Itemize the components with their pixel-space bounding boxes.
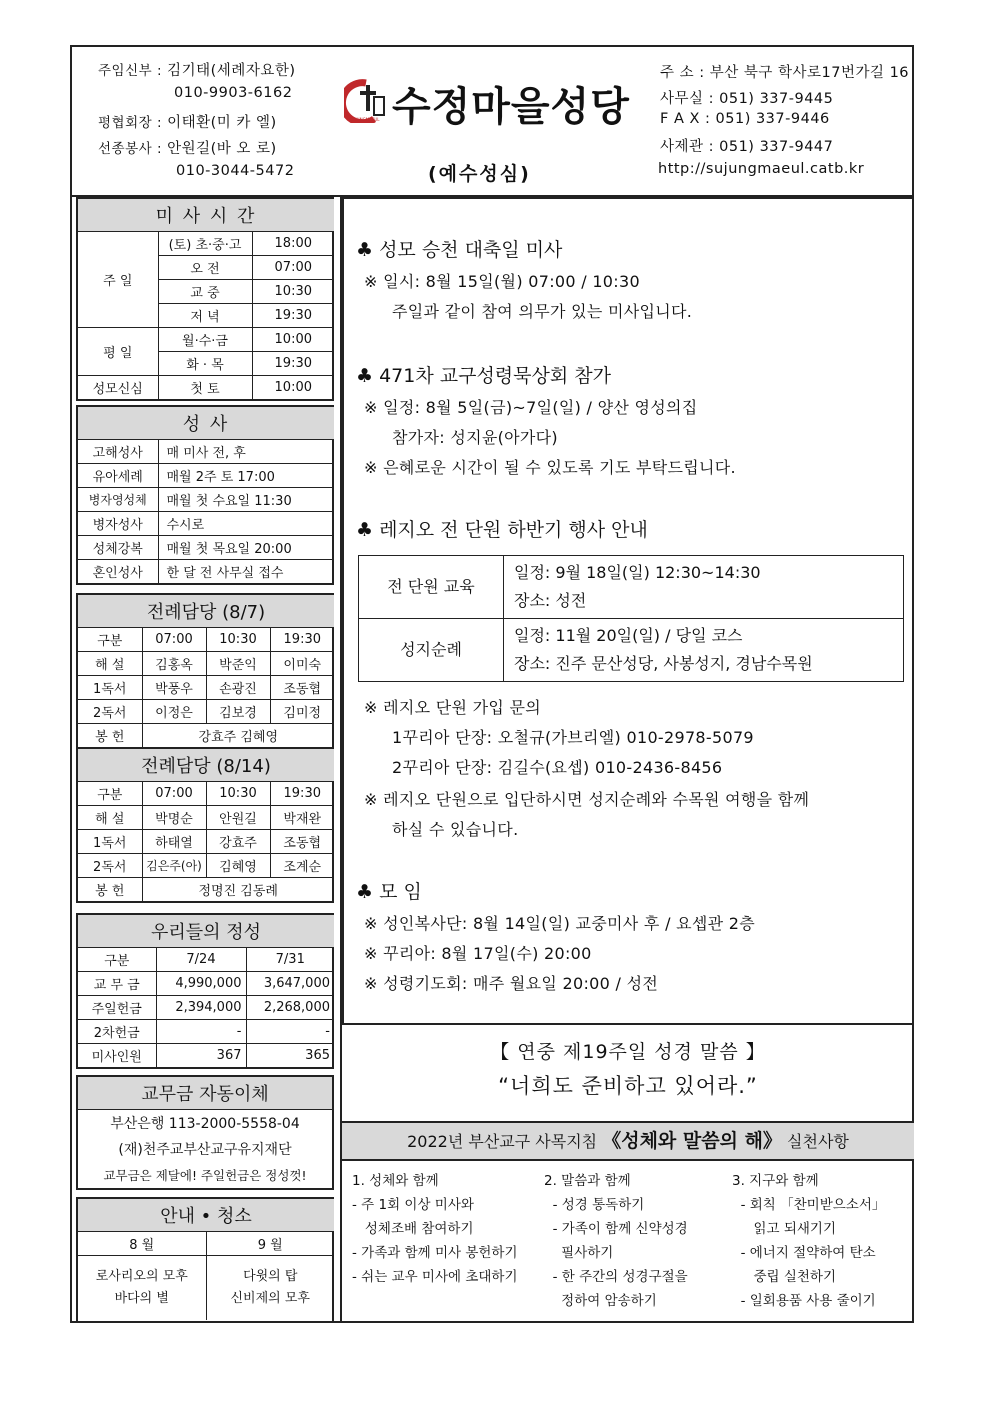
account-holder: (재)천주교부산교구유지재단 (118, 1142, 292, 1158)
notice-line: 주일과 같이 참여 의무가 있는 미사입니다. (392, 302, 693, 321)
council-line (98, 111, 277, 132)
sacrament-name: 혼인성사 (78, 560, 158, 584)
fax-number: F A X : 051) 337-9446 (660, 111, 830, 127)
column-header: 7/24 (156, 948, 246, 972)
bible-title: 【 연중 제19주일 성경 말씀 】 (490, 1041, 766, 1063)
bible-quote: “너희도 준비하고 있어라.” (498, 1074, 758, 1098)
event-details (504, 619, 904, 682)
column-header: 7/31 (246, 948, 334, 972)
sacraments-box (76, 405, 334, 585)
website-link[interactable]: http://sujungmaeul.catb.kr (658, 161, 865, 177)
september-groups (206, 1256, 334, 1321)
group-name: 다윗의 탑 (243, 1269, 298, 1284)
cleaning-table (78, 1199, 334, 1320)
offering-amount: 3,647,000 (246, 972, 334, 996)
sacrament-schedule: 매월 첫 목요일 20:00 (158, 536, 334, 560)
guideline-item: - 회칙 「찬미받으소서」 (732, 1197, 886, 1213)
weekday-label: 평 일 (78, 328, 158, 376)
notice-line: ※ 성인복사단: 8월 14일(일) 교중미사 후 / 요셉관 2층 (364, 914, 756, 933)
notice-line: 참가자: 성지윤(아가다) (392, 428, 558, 447)
notice-line: ※ 성령기도회: 매주 월요일 20:00 / 성전 (364, 974, 659, 993)
offering-amount: - (156, 1020, 246, 1044)
offering-amount: 2,268,000 (246, 996, 334, 1020)
guideline-item: 정하여 암송하기 (544, 1293, 657, 1309)
mass-name: 저 녁 (158, 304, 252, 328)
minister-name: 조동협 (270, 830, 334, 854)
minister-name: 김보경 (206, 700, 270, 724)
event-name: 전 단원 교육 (359, 556, 504, 619)
minister-name: 하태열 (142, 830, 206, 854)
guideline-item: - 가족과 함께 미사 봉헌하기 (352, 1245, 518, 1261)
sacrament-schedule: 한 달 전 사무실 접수 (158, 560, 334, 584)
offering-ministers: 강효주 김혜영 (142, 724, 334, 748)
mass-time: 19:30 (252, 352, 334, 376)
role-label: 1독서 (78, 676, 142, 700)
sacristan-line (98, 137, 277, 158)
event-place: 장소: 성전 (514, 591, 587, 610)
guideline-item: 읽고 되새기기 (732, 1221, 836, 1237)
mass-name: 월·수·금 (158, 328, 252, 352)
role-label: 1독서 (78, 830, 142, 854)
pastor-line (98, 59, 296, 80)
guideline-item: - 한 주간의 성경구절을 (544, 1269, 688, 1285)
mass-time: 10:00 (252, 328, 334, 352)
council-name: 이태환(미 카 엘) (167, 115, 277, 131)
sacrament-schedule: 매월 2주 토 17:00 (158, 464, 334, 488)
guideline-col-word (544, 1169, 688, 1313)
feast-subtitle: (예수성심) (428, 163, 531, 185)
sacristan-label: 선종봉사 : (98, 141, 163, 157)
offerings-title: 우리들의 정성 (78, 915, 334, 948)
minister-name: 김혜영 (206, 854, 270, 878)
sacrament-name: 병자영성체 (78, 488, 158, 512)
legio-events-table (358, 555, 904, 682)
offering-type: 미사인원 (78, 1044, 156, 1068)
minister-name: 박준익 (206, 652, 270, 676)
notice-line: 하실 수 있습니다. (392, 820, 519, 839)
mass-time: 18:00 (252, 232, 334, 256)
sacrament-schedule: 매월 첫 수요일 11:30 (158, 488, 334, 512)
mass-name: 교 중 (158, 280, 252, 304)
offering-type: 2차헌금 (78, 1020, 156, 1044)
sacrament-name: 성체강복 (78, 536, 158, 560)
column-header: 07:00 (142, 782, 206, 806)
role-label: 해 설 (78, 652, 142, 676)
role-label: 2독서 (78, 854, 142, 878)
section-title-meetings: ♣ 모 임 (356, 881, 422, 903)
column-header: 10:30 (206, 782, 270, 806)
offering-amount: 2,394,000 (156, 996, 246, 1020)
minister-name: 이정은 (142, 700, 206, 724)
autopay-table (78, 1077, 332, 1188)
offering-type: 주일헌금 (78, 996, 156, 1020)
guideline-item: - 성경 통독하기 (544, 1197, 645, 1213)
autopay-title: 교무금 자동이체 (78, 1077, 332, 1110)
section-title-legio: ♣ 레지오 전 단원 하반기 행사 안내 (356, 519, 648, 541)
guideline-item: - 주 1회 이상 미사와 (352, 1197, 474, 1213)
guideline-item: 2. 말씀과 함께 (544, 1173, 631, 1189)
minister-name: 이미숙 (270, 652, 334, 676)
guideline-item: - 일회용품 사용 줄이기 (732, 1293, 876, 1309)
mass-name: 화 · 목 (158, 352, 252, 376)
mass-name: 오 전 (158, 256, 252, 280)
attendance-count: 365 (246, 1044, 334, 1068)
notice-line: ※ 일정: 8월 5일(금)~7일(일) / 양산 영성의집 (364, 398, 698, 417)
minister-name: 강효주 (206, 830, 270, 854)
notice-line: 2꾸리아 단장: 김길수(요셉) 010-2436-8456 (392, 758, 723, 777)
pastor-name: 김기태(세례자요한) (167, 63, 296, 79)
role-label: 봉 헌 (78, 878, 142, 902)
minister-name: 박풍우 (142, 676, 206, 700)
role-label: 해 설 (78, 806, 142, 830)
guideline-col-eucharist (352, 1169, 518, 1289)
sunday-label: 주 일 (78, 232, 158, 328)
bible-word (342, 1025, 914, 1121)
mass-name: (토) 초·중·고 (158, 232, 252, 256)
autopay-box (76, 1075, 334, 1190)
autopay-note: 교무금은 제달에! 주일헌금은 정성껏! (103, 1168, 307, 1183)
group-name: 로사리오의 모후 (95, 1269, 188, 1284)
notice-line: ※ 꾸리아: 8월 17일(수) 20:00 (364, 944, 592, 963)
rectory-phone: 사제관 : 051) 337-9447 (660, 139, 834, 155)
sacraments-title: 성 사 (78, 407, 334, 440)
notice-line: ※ 레지오 단원 가입 문의 (364, 698, 542, 717)
church-name: 수정마을성당 (392, 84, 630, 130)
column-header: 구분 (78, 628, 142, 652)
event-details (504, 556, 904, 619)
liturgy-0807-title: 전례담당 (8/7) (78, 595, 334, 628)
column-header: 10:30 (206, 628, 270, 652)
council-label: 평협회장 : (98, 115, 163, 131)
minister-name: 손광진 (206, 676, 270, 700)
august-groups (78, 1256, 206, 1321)
column-header: 구분 (78, 948, 156, 972)
office-phone: 사무실 : 051) 337-9445 (660, 91, 834, 107)
event-date: 일정: 11월 20일(일) / 당일 코스 (514, 626, 743, 645)
offering-amount: 4,990,000 (156, 972, 246, 996)
minister-name: 김홍옥 (142, 652, 206, 676)
sacrament-name: 병자성사 (78, 512, 158, 536)
offering-type: 교 무 금 (78, 972, 156, 996)
bulletin-header (72, 47, 912, 197)
offerings-table (78, 915, 334, 1067)
guideline-item: - 쉬는 교우 미사에 초대하기 (352, 1269, 518, 1285)
minister-name: 조계순 (270, 854, 334, 878)
guideline-item: - 가족이 함께 신약성경 (544, 1221, 688, 1237)
column-header: 07:00 (142, 628, 206, 652)
guideline-item: 성체조배 참여하기 (352, 1221, 474, 1237)
sacrament-name: 고해성사 (78, 440, 158, 464)
mass-name: 첫 토 (158, 376, 252, 400)
guideline-item: 1. 성체와 함께 (352, 1173, 439, 1189)
section-title-retreat: ♣ 471차 교구성령묵상회 참가 (356, 365, 611, 387)
liturgy-0814-box (76, 749, 334, 903)
sacristan-phone: 010-3044-5472 (176, 163, 295, 179)
address: 주 소 : 부산 북구 학사로17번가길 16 (660, 65, 910, 81)
guideline-item: - 에너지 절약하여 탄소 (732, 1245, 876, 1261)
notice-line: ※ 레지오 단원으로 입단하시면 성지순례와 수목원 여행을 함께 (364, 790, 810, 809)
cleaning-title: 안내 • 청소 (78, 1199, 334, 1232)
sacrament-name: 유아세례 (78, 464, 158, 488)
guideline-col-earth (732, 1169, 885, 1313)
minister-name: 김미정 (270, 700, 334, 724)
sacrament-schedule: 매 미사 전, 후 (158, 440, 334, 464)
section-title-assumption: ♣ 성모 승천 대축일 미사 (356, 239, 563, 261)
bulletin-page (70, 45, 914, 1323)
guideline-item: 필사하기 (544, 1245, 614, 1261)
notices-box (342, 197, 914, 1025)
column-header: 19:30 (270, 782, 334, 806)
minister-name: 조동협 (270, 676, 334, 700)
event-name: 성지순례 (359, 619, 504, 682)
attendance-count: 367 (156, 1044, 246, 1068)
offerings-box (76, 913, 334, 1069)
mass-time: 10:30 (252, 280, 334, 304)
minister-name: 김은주(아) (142, 854, 206, 878)
sacraments-table (78, 407, 334, 583)
guideline-main: 《성체와 말씀의 해》 (602, 1130, 782, 1152)
offering-ministers: 정명진 김동례 (142, 878, 334, 902)
column-header: 19:30 (270, 628, 334, 652)
event-date: 일정: 9월 18일(일) 12:30~14:30 (514, 563, 761, 582)
minister-name: 박명순 (142, 806, 206, 830)
mass-times-box (76, 197, 334, 401)
role-label: 2독서 (78, 700, 142, 724)
minister-name: 박재완 (270, 806, 334, 830)
group-name: 바다의 별 (114, 1291, 169, 1306)
first-saturday-label: 성모신심 (78, 376, 158, 400)
month-header: 9 월 (206, 1232, 334, 1256)
column-header: 구분 (78, 782, 142, 806)
guideline-item: 중립 실천하기 (732, 1269, 836, 1285)
church-logo-icon (344, 79, 390, 123)
mass-time: 10:00 (252, 376, 334, 400)
month-header: 8 월 (78, 1232, 206, 1256)
notice-line: ※ 은혜로운 시간이 될 수 있도록 기도 부탁드립니다. (364, 458, 736, 477)
pastoral-guideline-bar (342, 1121, 914, 1161)
group-name: 신비제의 모후 (230, 1291, 310, 1306)
mass-times-title: 미 사 시 간 (78, 199, 334, 232)
liturgy-0807-box (76, 593, 334, 749)
liturgy-0814-title: 전례담당 (8/14) (78, 749, 334, 782)
liturgy-0807-table (78, 595, 334, 747)
minister-name: 안원길 (206, 806, 270, 830)
sacrament-schedule: 수시로 (158, 512, 334, 536)
cleaning-box (76, 1197, 334, 1323)
liturgy-0814-table (78, 749, 334, 901)
pastor-label: 주임신부 : (98, 63, 163, 79)
notices-column (340, 197, 916, 1321)
notice-line: 1꾸리아 단장: 오철규(가브리엘) 010-2978-5079 (392, 728, 754, 747)
notice-line: ※ 일시: 8월 15일(월) 07:00 / 10:30 (364, 272, 640, 291)
bank-account: 부산은행 113-2000-5558-04 (110, 1116, 300, 1132)
mass-times-table (78, 199, 334, 399)
offering-amount: - (246, 1020, 334, 1044)
role-label: 봉 헌 (78, 724, 142, 748)
mass-time: 07:00 (252, 256, 334, 280)
guideline-prefix: 2022년 부산교구 사목지침 (407, 1132, 598, 1151)
sacristan-name: 안원길(바 오 로) (167, 141, 277, 157)
pastor-phone: 010-9903-6162 (174, 85, 293, 101)
guideline-suffix: 실천사항 (787, 1132, 849, 1151)
logo-lettering: SUJUNGMAEUL (350, 117, 380, 122)
guideline-item: 3. 지구와 함께 (732, 1173, 819, 1189)
event-place: 장소: 진주 문산성당, 사봉성지, 경남수목원 (514, 654, 813, 673)
mass-time: 19:30 (252, 304, 334, 328)
